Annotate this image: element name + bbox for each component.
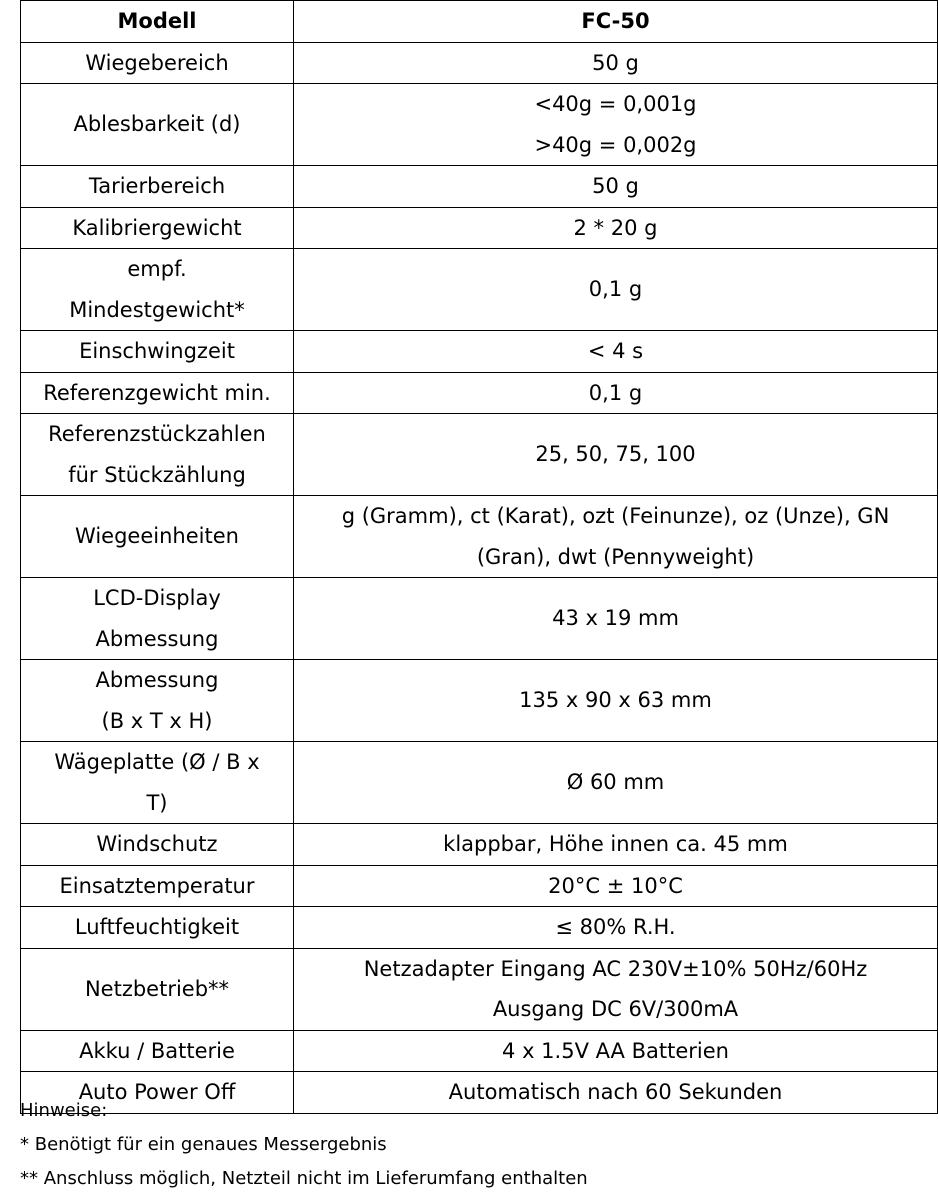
row-value-line: klappbar, Höhe innen ca. 45 mm <box>443 832 788 856</box>
row-label-cell <box>21 496 294 578</box>
row-label-line: Auto Power Off <box>78 1080 236 1104</box>
row-value-cell <box>294 948 938 1030</box>
row-value-cell <box>294 824 938 866</box>
row-value-cell <box>294 496 938 578</box>
table-header-row <box>21 1 938 43</box>
row-value-line: 2 * 20 g <box>573 215 658 240</box>
row-value-line: Ø 60 mm <box>566 770 665 795</box>
table-row <box>21 578 938 660</box>
table-row <box>21 414 938 496</box>
row-label-line: Mindestgewicht* <box>69 297 245 322</box>
row-label-line: (B x T x H) <box>101 708 213 733</box>
row-value-line: ≤ 80% R.H. <box>555 915 676 939</box>
row-label-line: Luftfeuchtigkeit <box>74 915 240 939</box>
note-item-2: ** Anschluss möglich, Netzteil nicht im Lieferumfang enthalten <box>20 1168 588 1189</box>
row-value-cell <box>294 372 938 414</box>
row-label-line: für Stückzählung <box>68 462 246 487</box>
row-label-line: Wägeplatte (Ø / B x <box>54 750 260 774</box>
row-value-cell <box>294 42 938 84</box>
row-value-line: 4 x 1.5V AA Batterien <box>502 1038 729 1063</box>
table-row <box>21 824 938 866</box>
row-label-line: Referenzgewicht min. <box>43 380 271 405</box>
row-value-line: <40g = 0,001g <box>534 92 697 116</box>
row-value-cell <box>294 207 938 249</box>
table-row <box>21 865 938 907</box>
table-row <box>21 496 938 578</box>
table-row <box>21 1030 938 1072</box>
row-label-cell <box>21 865 294 907</box>
row-value-line: 50 g <box>592 174 639 198</box>
row-label-cell <box>21 907 294 949</box>
row-value-cell <box>294 660 938 742</box>
table-row <box>21 907 938 949</box>
table-row <box>21 166 938 208</box>
row-label-line: LCD-Display <box>93 586 221 610</box>
row-value-cell <box>294 865 938 907</box>
row-value-cell <box>294 414 938 496</box>
spec-table-body <box>21 1 938 1114</box>
notes-heading: Hinweise: <box>20 1100 108 1121</box>
row-value-line: 25, 50, 75, 100 <box>535 442 696 467</box>
row-value-cell <box>294 907 938 949</box>
table-row <box>21 372 938 414</box>
table-row <box>21 742 938 824</box>
header-label-cell: Modell <box>21 1 294 43</box>
row-label-cell <box>21 42 294 84</box>
row-label-line: Einschwingzeit <box>79 339 235 363</box>
table-row <box>21 660 938 742</box>
row-label-line: Referenzstückzahlen <box>48 422 266 446</box>
table-row <box>21 948 938 1030</box>
row-label-cell <box>21 166 294 208</box>
row-value-cell <box>294 249 938 331</box>
table-row <box>21 249 938 331</box>
row-label-line: Wiegeeinheiten <box>75 524 239 549</box>
row-label-line: Wiegebereich <box>85 50 229 75</box>
row-label-line: Kalibriergewicht <box>72 215 242 240</box>
row-label-line: Tarierbereich <box>88 174 226 198</box>
row-label-cell <box>21 660 294 742</box>
row-label-cell <box>21 331 294 373</box>
row-label-cell <box>21 824 294 866</box>
row-value-cell <box>294 331 938 373</box>
row-label-cell <box>21 742 294 824</box>
row-label-cell <box>21 249 294 331</box>
row-value-line: Netzadapter Eingang AC 230V±10% 50Hz/60Hz <box>363 956 868 981</box>
row-label-line: Windschutz <box>96 832 218 856</box>
row-value-line: Automatisch nach 60 Sekunden <box>448 1080 783 1104</box>
row-value-cell <box>294 166 938 208</box>
row-value-line: 20°C ± 10°C <box>548 873 683 898</box>
table-row <box>21 84 938 166</box>
row-value-cell <box>294 1030 938 1072</box>
row-value-line: 0,1 g <box>588 380 643 405</box>
row-label-cell <box>21 207 294 249</box>
row-label-line: Akku / Batterie <box>79 1038 235 1063</box>
row-value-line: 43 x 19 mm <box>552 606 679 631</box>
row-label-line: Ablesbarkeit (d) <box>73 112 241 137</box>
row-value-line: >40g = 0,002g <box>534 132 697 157</box>
row-value-line: 50 g <box>592 50 639 75</box>
row-value-cell <box>294 84 938 166</box>
row-label-line: empf. <box>127 257 187 281</box>
table-row <box>21 42 938 84</box>
row-label-line: Netzbetrieb** <box>84 976 230 1001</box>
row-label-line: Abmessung <box>95 668 219 692</box>
row-value-line: g (Gramm), ct (Karat), ozt (Feinunze), oz (Unze), GN <box>341 504 890 528</box>
table-row <box>21 331 938 373</box>
row-label-cell <box>21 578 294 660</box>
row-value-line: (Gran), dwt (Pennyweight) <box>476 544 755 569</box>
row-label-line: Abmessung <box>95 626 219 651</box>
row-label-line: T) <box>146 790 168 815</box>
row-value-cell <box>294 742 938 824</box>
row-value-cell <box>294 578 938 660</box>
table-row <box>21 207 938 249</box>
row-value-line: Ausgang DC 6V/300mA <box>492 997 739 1021</box>
row-label-cell <box>21 84 294 166</box>
row-label-line: Einsatztemperatur <box>59 873 255 898</box>
row-label-cell <box>21 948 294 1030</box>
header-value-cell: FC-50 <box>294 1 938 43</box>
row-value-line: 135 x 90 x 63 mm <box>519 688 712 713</box>
row-label-cell <box>21 1030 294 1072</box>
row-value-line: < 4 s <box>587 339 644 363</box>
notes-section <box>20 1096 930 1198</box>
row-value-line: 0,1 g <box>588 277 643 302</box>
row-label-cell <box>21 414 294 496</box>
row-label-cell <box>21 372 294 414</box>
note-item-1: * Benötigt für ein genaues Messergebnis <box>20 1134 387 1155</box>
spec-table <box>20 0 938 1114</box>
